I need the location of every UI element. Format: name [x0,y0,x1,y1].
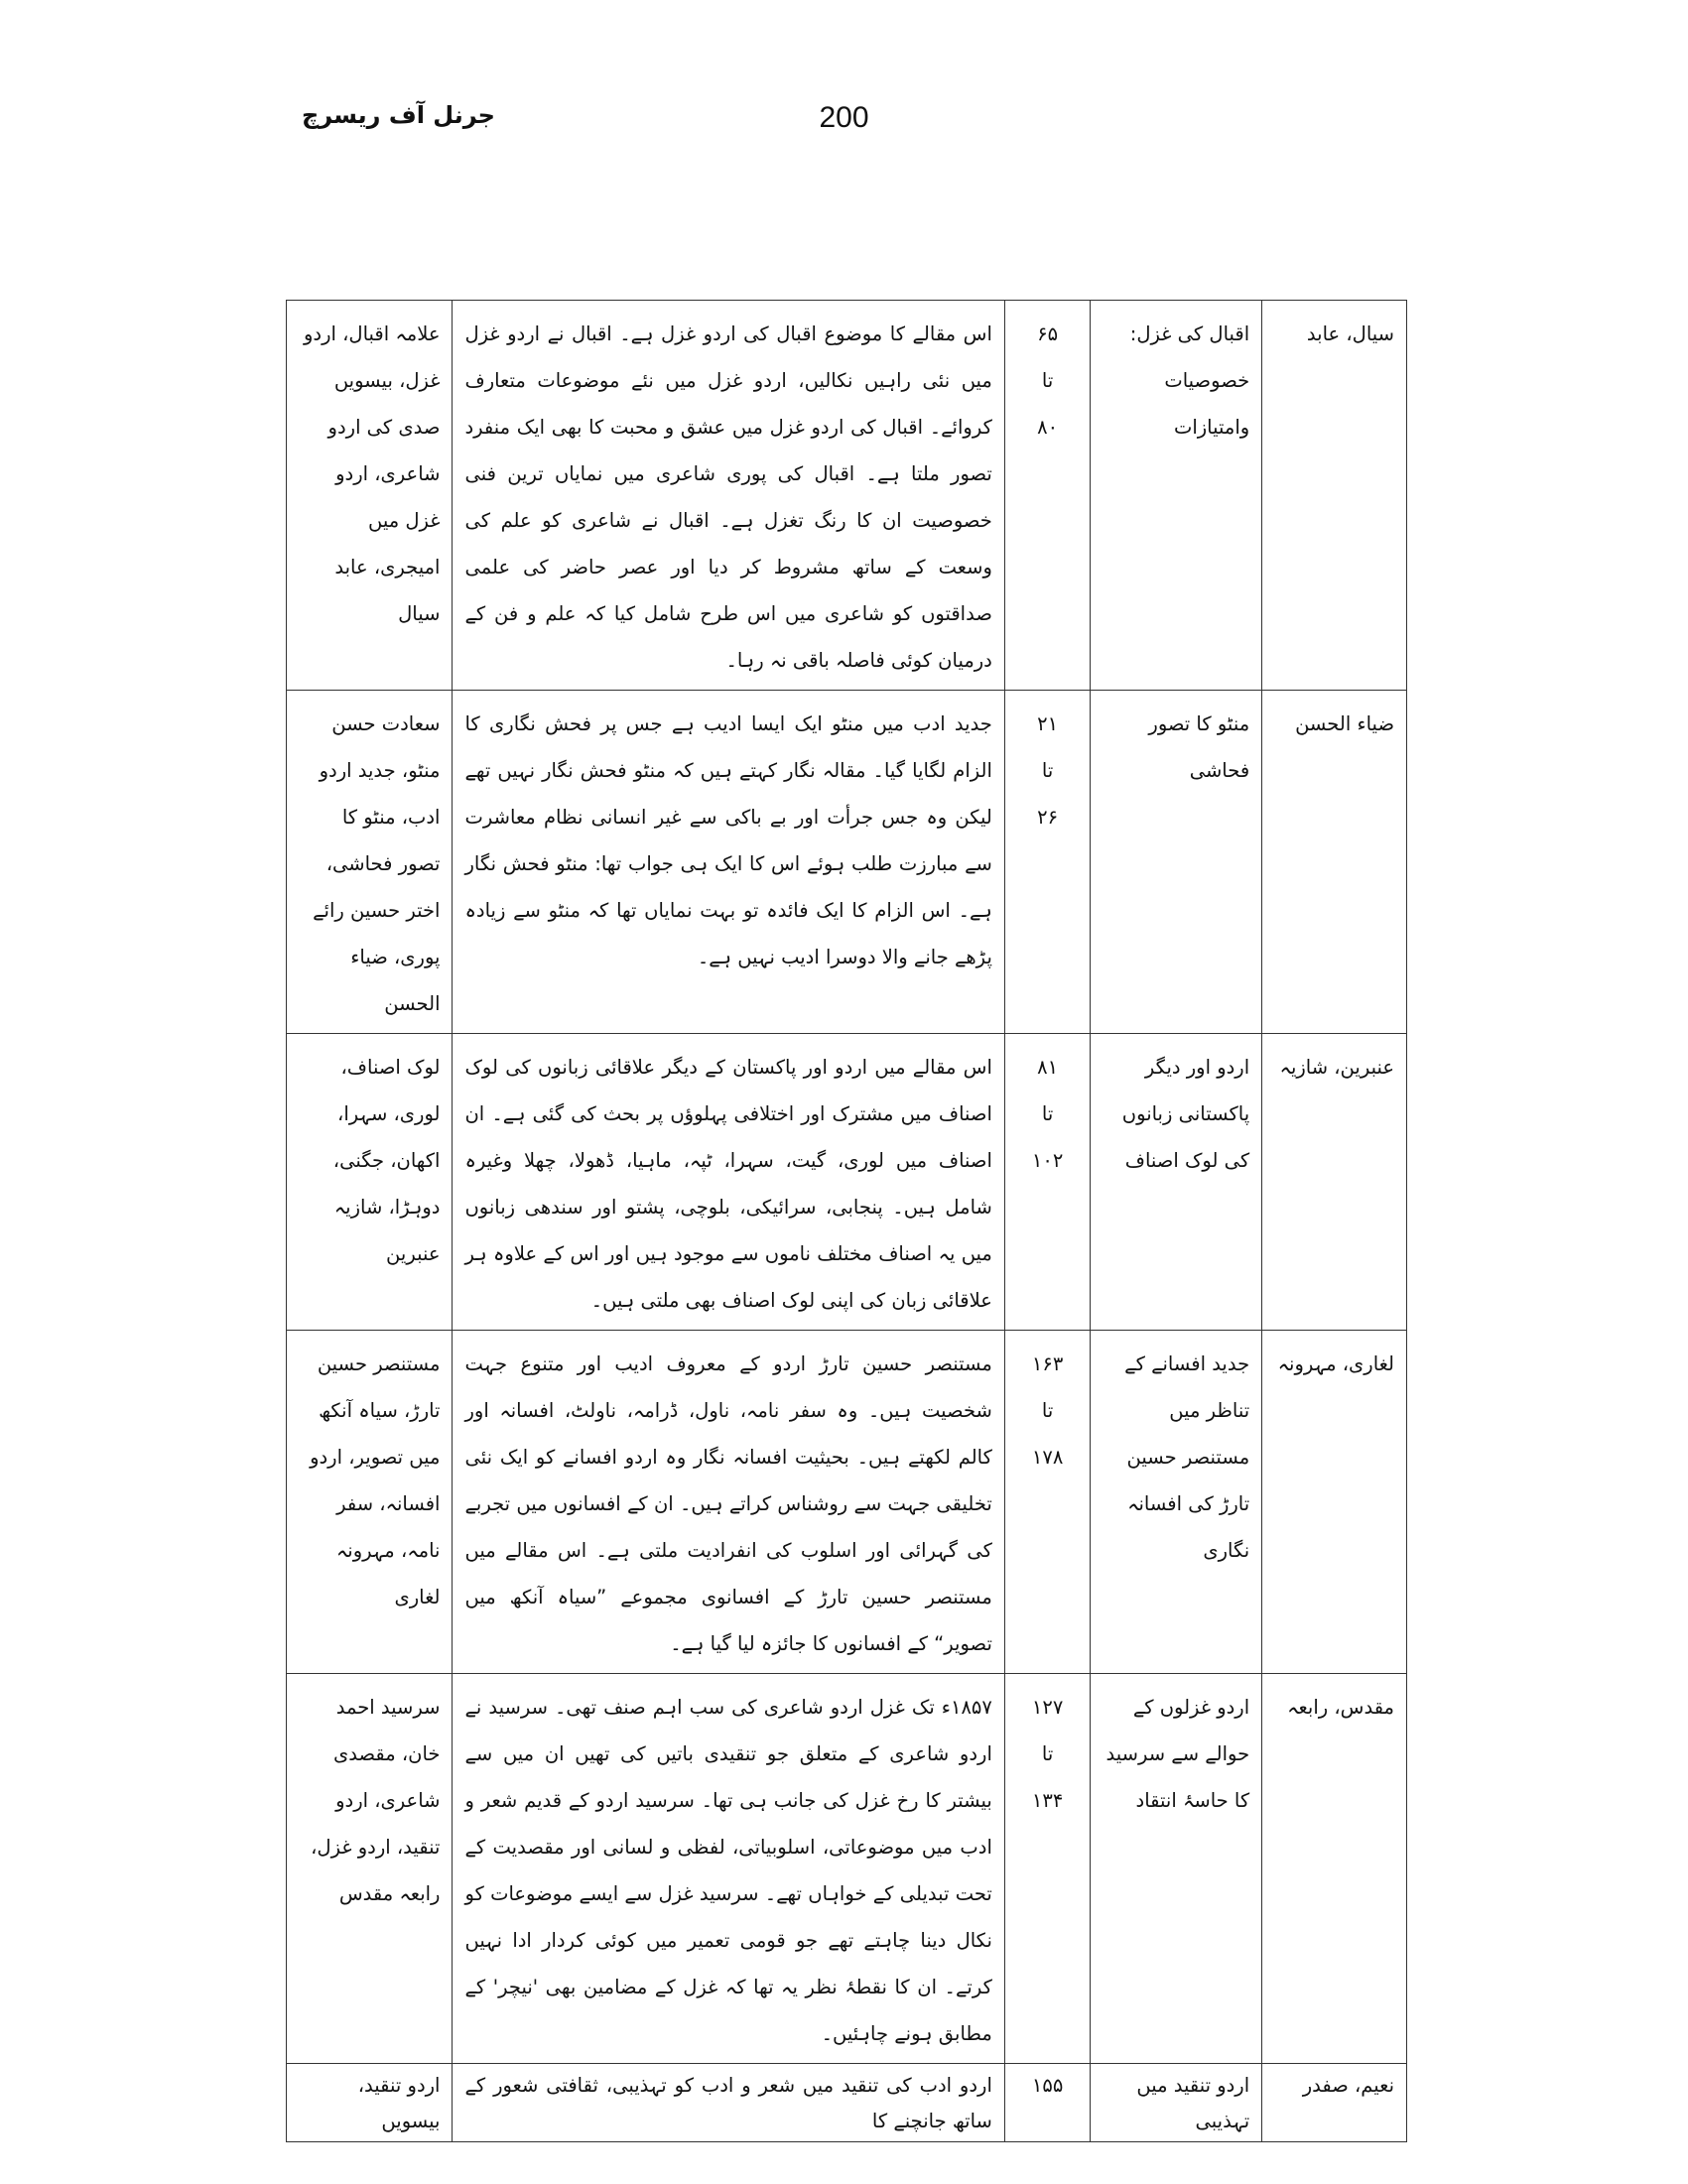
table-row [287,1674,1407,2064]
keywords-cell [287,2064,453,2142]
author-cell [1262,1674,1407,2064]
pages-cell [1004,1331,1090,1674]
author-cell [1262,1034,1407,1331]
title-text: اردو تنقید میں تہذیبی [1136,2074,1250,2132]
author-cell [1262,1331,1407,1674]
table-row [287,301,1407,691]
table-row [287,1034,1407,1331]
title-text: جدید افسانے کے تناظر میں مستنصر حسین تارڑ کی افسانہ نگاری [1124,1352,1250,1562]
pages-text: ۲۱ تا ۲۶ [1037,712,1059,829]
keywords-text: سعادت حسن منٹو، جدید اردو ادب، منٹو کا تصور فحاشی، اختر حسین رائے پوری، ضیاء الحسن [313,712,441,1015]
pages-text: ۶۵ تا ۸۰ [1037,322,1059,439]
author-text: عنبرین، شازیہ [1279,1056,1394,1079]
bibliography-table [286,300,1407,2142]
pages-cell [1004,301,1090,691]
pages-cell [1004,1674,1090,2064]
title-cell [1091,1331,1262,1674]
author-text: سیال، عابد [1306,322,1394,345]
keywords-text: علامہ اقبال، اردو غزل، بیسویں صدی کی اردو شاعری، اردو غزل میں امیجری، عابد سیال [303,322,441,625]
table-row [287,1331,1407,1674]
author-text: ضیاء الحسن [1295,712,1394,735]
summary-cell [453,1034,1004,1331]
author-text: لغاری، مہرونہ [1277,1352,1394,1375]
summary-text: جدید ادب میں منٹو ایک ایسا ادیب ہے جس پر فحش نگاری کا الزام لگایا گیا۔ مقالہ نگار کہتے ہیں کہ منٹو فحش نگار نہیں تھے لیکن وہ جس جرأت اور بے باکی سے غیر انسانی نظام معاشرت سے مبارزت طلب ہوئے اس کا ایک ہی جواب تھا: منٹو فحش نگار ہے۔ اس الزام کا ایک فائدہ تو بہت نمایاں تھا کہ منٹو سے زیادہ پڑھے جانے والا دوسرا ادیب نہیں ہے۔ [464,712,992,968]
pages-text: ۱۲۷ تا ۱۳۴ [1031,1696,1064,1812]
title-cell [1091,691,1262,1034]
pages-cell [1004,691,1090,1034]
summary-text: اس مقالے کا موضوع اقبال کی اردو غزل ہے۔ اقبال نے اردو غزل میں نئی راہیں نکالیں، اردو غزل میں نئے موضوعات متعارف کروائے۔ اقبال کی اردو غزل میں عشق و محبت کا بھی ایک منفرد تصور ملتا ہے۔ اقبال کی پوری شاعری میں نمایاں ترین فنی خصوصیت ان کا رنگ تغزل ہے۔ اقبال نے شاعری کو علم کی وسعت کے ساتھ مشروط کر دیا اور عصر حاضر کی علمی صداقتوں کو شاعری میں اس طرح شامل کیا کہ علم و فن کے درمیان کوئی فاصلہ باقی نہ رہا۔ [464,322,992,672]
table-row [287,2064,1407,2142]
title-text: اقبال کی غزل: خصوصیات وامتیازات [1129,322,1250,439]
author-cell [1262,691,1407,1034]
page-number: 200 [819,101,869,134]
keywords-text: سرسید احمد خان، مقصدی شاعری، اردو تنقید، اردو غزل، رابعہ مقدس [311,1696,441,1905]
summary-cell [453,1331,1004,1674]
summary-text: اس مقالے میں اردو اور پاکستان کے دیگر علاقائی زبانوں کی لوک اصناف میں مشترک اور اختلافی پہلوؤں پر بحث کی گئی ہے۔ ان اصناف میں لوری، گیت، سہرا، ٹپہ، ماہیا، ڈھولا، چھلا وغیرہ شامل ہیں۔ پنجابی، سرائیکی، بلوچی، پشتو اور سندھی زبانوں میں یہ اصناف مختلف ناموں سے موجود ہیں اور اس کے علاوہ ہر علاقائی زبان کی اپنی لوک اصناف بھی ملتی ہیں۔ [464,1056,992,1312]
table-row [287,691,1407,1034]
pages-cell [1004,1034,1090,1331]
pages-text: ۱۵۵ [1031,2074,1064,2097]
title-text: اردو اور دیگر پاکستانی زبانوں کی لوک اصناف [1121,1056,1250,1172]
keywords-cell [287,1034,453,1331]
author-cell [1262,2064,1407,2142]
summary-text: مستنصر حسین تارڑ اردو کے معروف ادیب اور متنوع جہت شخصیت ہیں۔ وہ سفر نامہ، ناول، ڈرامہ، ناولٹ، افسانہ اور کالم لکھتے ہیں۔ بحیثیت افسانہ نگار وہ اردو افسانے کو ایک نئی تخلیقی جہت سے روشناس کراتے ہیں۔ ان کے افسانوں میں تجربے کی گہرائی اور اسلوب کی انفرادیت ملتی ہے۔ اس مقالے میں مستنصر حسین تارڑ کے افسانوی مجموعے ”سیاہ آنکھ میں تصویر“ کے افسانوں کا جائزہ لیا گیا ہے۔ [464,1352,992,1655]
journal-title: جرنل آف ریسرچ [302,101,495,129]
title-text: اردو غزلوں کے حوالے سے سرسید کا حاسۂ انتقاد [1105,1696,1250,1812]
keywords-text: لوک اصناف، لوری، سہرا، اکھان، جگنی، دوہڑا، شازیہ عنبرین [332,1056,441,1265]
keywords-text: مستنصر حسین تارڑ، سیاہ آنکھ میں تصویر، اردو افسانہ، سفر نامہ، مہرونہ لغاری [310,1352,441,1608]
keywords-cell [287,691,453,1034]
title-cell [1091,301,1262,691]
author-cell [1262,301,1407,691]
keywords-cell [287,301,453,691]
title-text: منٹو کا تصور فحاشی [1148,712,1250,782]
summary-text: ۱۸۵۷ء تک غزل اردو شاعری کی سب اہم صنف تھی۔ سرسید نے اردو شاعری کے متعلق جو تنقیدی باتیں کی تھیں ان میں سے بیشتر کا رخ غزل کی جانب ہی تھا۔ سرسید اردو کے قدیم شعر و ادب میں موضوعاتی، اسلوبیاتی، لفظی و لسانی اور مقصدیت کے تحت تبدیلی کے خواہاں تھے۔ سرسید غزل سے ایسے موضوعات کو نکال دینا چاہتے تھے جو قومی تعمیر میں کوئی کردار ادا نہیں کرتے۔ ان کا نقطۂ نظر یہ تھا کہ غزل کے مضامین بھی 'نیچر' کے مطابق ہونے چاہئیں۔ [464,1696,992,2045]
keywords-text: اردو تنقید، بیسویں [357,2074,441,2132]
pages-text: ۸۱ تا ۱۰۲ [1031,1056,1064,1172]
summary-text: اردو ادب کی تنقید میں شعر و ادب کو تہذیبی، ثقافتی شعور کے ساتھ جانچنے کا [464,2074,992,2132]
title-cell [1091,1674,1262,2064]
keywords-cell [287,1331,453,1674]
summary-cell [453,691,1004,1034]
pages-cell [1004,2064,1090,2142]
title-cell [1091,1034,1262,1331]
title-cell [1091,2064,1262,2142]
author-text: مقدس، رابعہ [1287,1696,1394,1719]
summary-cell [453,2064,1004,2142]
author-text: نعیم، صفدر [1302,2074,1394,2097]
summary-cell [453,1674,1004,2064]
keywords-cell [287,1674,453,2064]
pages-text: ۱۶۳ تا ۱۷۸ [1031,1352,1064,1469]
page-header [0,95,1688,155]
summary-cell [453,301,1004,691]
